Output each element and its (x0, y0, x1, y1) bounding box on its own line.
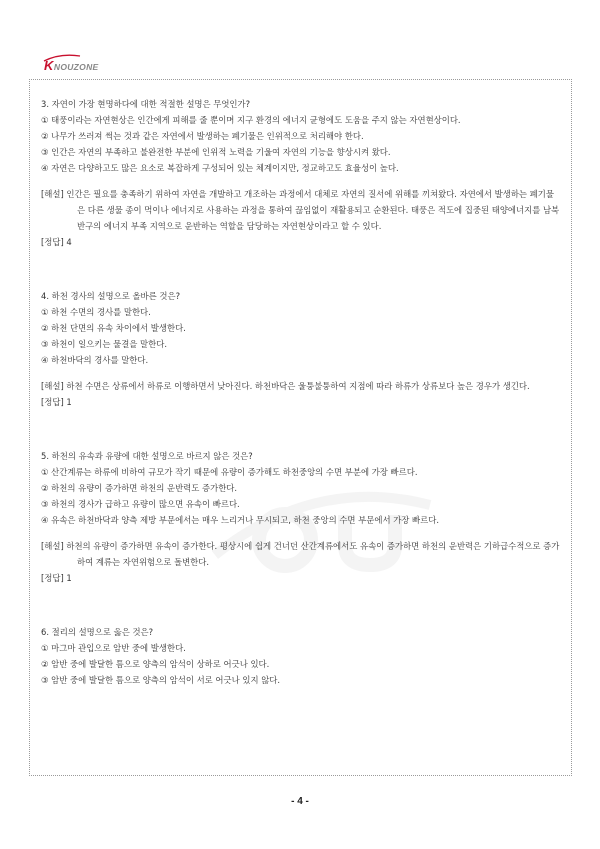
option-2: ② 암반 중에 발달한 틈으로 양측의 암석이 상하로 어긋나 있다. (41, 659, 270, 669)
option-4: ④ 하천바닥의 경사를 말한다. (41, 355, 149, 365)
question-block-5 (41, 448, 562, 586)
answer: [정답] 4 (41, 237, 72, 247)
option-4: ④ 유속은 하천바닥과 양측 제방 부문에서는 매우 느리거나 무시되고, 하천 중앙의 수면 부문에서 가장 빠르다. (41, 515, 439, 525)
option-3: ③ 하천의 경사가 급하고 유량이 많으면 유속이 빠르다. (41, 499, 240, 509)
explanation: [해설] 인간은 필요를 충족하기 위하여 자연을 개발하고 개조하는 과정에서 대체로 자연의 질서에 위해를 끼쳐왔다. 자연에서 발생하는 폐기물은 다른 생물 종이 먹이나 에너지로 사용하는 과정을 통하여 끊임없이 재활용되고 순환된다. 태풍은 적도에 집중된 태양에너지를 남북 반구의 에너지 부족 지역으로 운반하는 역할을 담당하는 자연현상이라고 할 수 있다. (41, 189, 560, 231)
question-block-6 (41, 624, 562, 688)
question-text: 4. 하천 경사의 설명으로 올바른 것은? (41, 291, 181, 301)
option-3: ③ 인간은 자연의 부족하고 불완전한 부분에 인위적 노력을 기울여 자연의 기능을 향상시켜 왔다. (41, 147, 391, 157)
question-block-4 (41, 288, 562, 410)
option-1: ① 산간계류는 하류에 비하여 규모가 작기 때문에 유량이 증가해도 하천중앙의 수면 부분에 가장 빠르다. (41, 467, 418, 477)
option-3: ③ 하천이 일으키는 물결을 말한다. (41, 339, 167, 349)
option-1: ① 하천 수면의 경사를 말한다. (41, 307, 151, 317)
logo-mark: K (44, 58, 53, 73)
question-text: 5. 하천의 유속과 유량에 대한 설명으로 바르지 않은 것은? (41, 451, 253, 461)
option-1: ① 태풍이라는 자연현상은 인간에게 피해를 줄 뿐이며 지구 환경의 에너지 균형에도 도움을 주지 않는 자연현상이다. (41, 115, 461, 125)
option-1: ① 마그마 관입으로 암반 중에 발생한다. (41, 643, 186, 653)
explanation: [해설] 하천 수면은 상류에서 하류로 이행하면서 낮아진다. 하천바닥은 울퉁불퉁하여 지점에 따라 하류가 상류보다 높은 경우가 생긴다. (41, 381, 530, 391)
option-4: ④ 자연은 다양하고도 많은 요소로 복잡하게 구성되어 있는 체계이지만, 정교하고도 효율성이 높다. (41, 163, 399, 173)
explanation: [해설] 하천의 유량이 증가하면 유속이 증가한다. 평상시에 쉽게 건너던 산간계류에서도 유속이 증가하면 하천의 운반력은 기하급수적으로 증가하여 계류는 자연위험으로 돌변한다. (41, 541, 560, 567)
question-list (41, 96, 562, 688)
option-2: ② 나무가 쓰러져 썩는 것과 같은 자연에서 발생하는 폐기물은 인위적으로 처리해야 한다. (41, 131, 364, 141)
option-2: ② 하천 단면의 유속 차이에서 발생한다. (41, 323, 186, 333)
question-text: 6. 절리의 설명으로 옳은 것은? (41, 627, 154, 637)
page-number: - 4 - (291, 796, 309, 807)
logo-swoosh-icon (42, 53, 82, 63)
answer: [정답] 1 (41, 397, 72, 407)
option-2: ② 하천의 유량이 증가하면 하천의 운반력도 증가한다. (41, 483, 238, 493)
option-3: ③ 암반 중에 발달한 틈으로 양측의 암석이 서로 어긋나 있지 않다. (41, 675, 281, 685)
knouzone-logo (44, 58, 99, 72)
logo-text: NOUZONE (53, 62, 99, 72)
question-block-3 (41, 96, 562, 250)
answer: [정답] 1 (41, 573, 72, 583)
question-text: 3. 자연이 가장 현명하다에 대한 적절한 설명은 무엇인가? (41, 99, 251, 109)
